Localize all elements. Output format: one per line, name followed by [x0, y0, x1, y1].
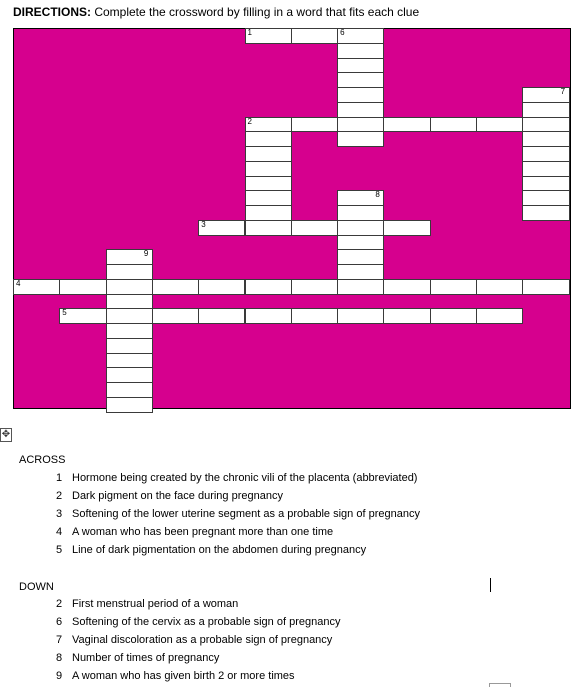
- clue-item: [56, 472, 417, 484]
- clue-item: [56, 490, 283, 502]
- crossword-cell[interactable]: [522, 131, 569, 147]
- clue-item-number: 7: [56, 634, 63, 646]
- crossword-cell[interactable]: [522, 176, 569, 192]
- crossword-cell[interactable]: [106, 353, 153, 369]
- crossword-cell[interactable]: [430, 308, 477, 324]
- crossword-cell[interactable]: [430, 279, 477, 295]
- directions-text: Complete the crossword by filling in a word that fits each clue: [91, 5, 420, 19]
- crossword-cell[interactable]: [106, 308, 153, 324]
- crossword-cell[interactable]: [337, 308, 384, 324]
- crossword-cell[interactable]: [291, 279, 338, 295]
- clue-item-text: First menstrual period of a woman: [72, 598, 239, 610]
- crossword-cell[interactable]: [337, 264, 384, 280]
- crossword-cell[interactable]: [337, 279, 384, 295]
- clue-number-6: 6: [340, 28, 345, 37]
- crossword-cell[interactable]: [337, 58, 384, 74]
- clue-number-2: 2: [247, 116, 252, 126]
- crossword-grid: [13, 28, 571, 409]
- crossword-cell[interactable]: [106, 367, 153, 383]
- crossword-cell[interactable]: [245, 279, 292, 295]
- clue-item-text: Softening of the cervix as a probable sign of pregnancy: [72, 616, 341, 628]
- crossword-cell[interactable]: [106, 382, 153, 398]
- crossword-cell[interactable]: [245, 146, 292, 162]
- crossword-cell[interactable]: [245, 176, 292, 192]
- clue-item: [56, 634, 332, 646]
- crossword-cell[interactable]: [522, 146, 569, 162]
- clue-item-number: 4: [56, 526, 63, 538]
- crossword-cell[interactable]: [106, 294, 153, 310]
- crossword-cell[interactable]: [383, 220, 430, 236]
- crossword-cell[interactable]: [337, 87, 384, 103]
- clue-number-8: 8: [375, 190, 380, 200]
- clue-item-text: A woman who has given birth 2 or more times: [72, 670, 295, 682]
- crossword-cell[interactable]: [245, 131, 292, 147]
- crossword-cell[interactable]: [337, 72, 384, 88]
- crossword-cell[interactable]: [476, 308, 523, 324]
- clue-item: [56, 526, 333, 538]
- clue-item: [56, 652, 219, 664]
- crossword-cell[interactable]: [522, 205, 569, 221]
- crossword-cell[interactable]: [245, 161, 292, 177]
- crossword-cell[interactable]: [337, 235, 384, 251]
- clue-item-number: 5: [56, 544, 63, 556]
- clue-item-number: 2: [56, 490, 63, 502]
- crossword-cell[interactable]: [59, 279, 106, 295]
- across-title: ACROSS: [19, 454, 66, 466]
- crossword-cell[interactable]: [337, 220, 384, 236]
- clue-item-text: Vaginal discoloration as a probable sign of pregnancy: [72, 634, 333, 646]
- clue-item-text: Hormone being created by the chronic vili of the placenta (abbreviated): [72, 472, 418, 484]
- crossword-cell[interactable]: [291, 28, 338, 44]
- clue-item-text: Softening of the lower uterine segment as a probable sign of pregnancy: [72, 508, 420, 520]
- clue-item-text: Dark pigment on the face during pregnancy: [72, 490, 283, 502]
- clue-item: [56, 544, 366, 556]
- table-move-handle-icon[interactable]: ✥: [1, 429, 11, 440]
- crossword-cell[interactable]: [106, 323, 153, 339]
- crossword-cell[interactable]: [152, 308, 199, 324]
- crossword-cell[interactable]: [383, 117, 430, 133]
- crossword-cell[interactable]: [522, 102, 569, 118]
- crossword-cell[interactable]: [245, 308, 292, 324]
- crossword-cell[interactable]: [430, 117, 477, 133]
- crossword-cell[interactable]: [152, 279, 199, 295]
- clue-item-number: 6: [56, 616, 63, 628]
- crossword-cell[interactable]: [106, 264, 153, 280]
- clue-number-9: 9: [143, 249, 149, 259]
- crossword-cell[interactable]: [476, 117, 523, 133]
- crossword-cell[interactable]: [291, 308, 338, 324]
- directions: [13, 5, 419, 19]
- crossword-cell[interactable]: [106, 279, 153, 295]
- page-corner-mark: [489, 683, 511, 687]
- clue-item: [56, 508, 420, 520]
- crossword-cell[interactable]: [198, 308, 245, 324]
- crossword-cell[interactable]: [291, 220, 338, 236]
- clue-number-5: 5: [62, 308, 67, 318]
- clue-item-text: Number of times of pregnancy: [72, 652, 220, 664]
- text-cursor: [490, 578, 491, 592]
- crossword-cell[interactable]: [337, 205, 384, 221]
- crossword-cell[interactable]: [337, 117, 384, 133]
- crossword-cell[interactable]: [245, 205, 292, 221]
- crossword-cell[interactable]: [522, 161, 569, 177]
- clue-item: [56, 616, 340, 628]
- clue-item-text: A woman who has been pregnant more than one time: [72, 526, 334, 538]
- crossword-cell[interactable]: [337, 131, 384, 147]
- crossword-cell[interactable]: [383, 308, 430, 324]
- clue-item: [56, 598, 238, 610]
- clue-number-3: 3: [201, 219, 206, 229]
- clue-item-number: 9: [56, 670, 63, 682]
- crossword-cell[interactable]: [198, 279, 245, 295]
- clue-item-number: 8: [56, 652, 63, 664]
- clue-item-number: 1: [56, 472, 63, 484]
- clue-number-4: 4: [16, 278, 21, 288]
- crossword-cell[interactable]: [337, 102, 384, 118]
- crossword-cell[interactable]: [106, 397, 153, 413]
- clue-item-number: 2: [56, 598, 63, 610]
- clue-item-number: 3: [56, 508, 63, 520]
- crossword-cell[interactable]: [245, 190, 292, 206]
- directions-label: DIRECTIONS:: [13, 5, 91, 19]
- crossword-cell[interactable]: [522, 117, 569, 133]
- crossword-cell[interactable]: [383, 279, 430, 295]
- clue-number-1: 1: [247, 28, 252, 37]
- clue-item-text: Line of dark pigmentation on the abdomen during pregnancy: [72, 544, 367, 556]
- clue-item: [56, 670, 295, 682]
- crossword-cell[interactable]: [291, 117, 338, 133]
- crossword-cell[interactable]: [522, 279, 569, 295]
- crossword-cell[interactable]: [337, 43, 384, 59]
- down-title: DOWN: [19, 581, 54, 593]
- crossword-cell[interactable]: [245, 220, 292, 236]
- crossword-cell[interactable]: [106, 338, 153, 354]
- crossword-cell[interactable]: [476, 279, 523, 295]
- clue-number-7: 7: [560, 87, 566, 96]
